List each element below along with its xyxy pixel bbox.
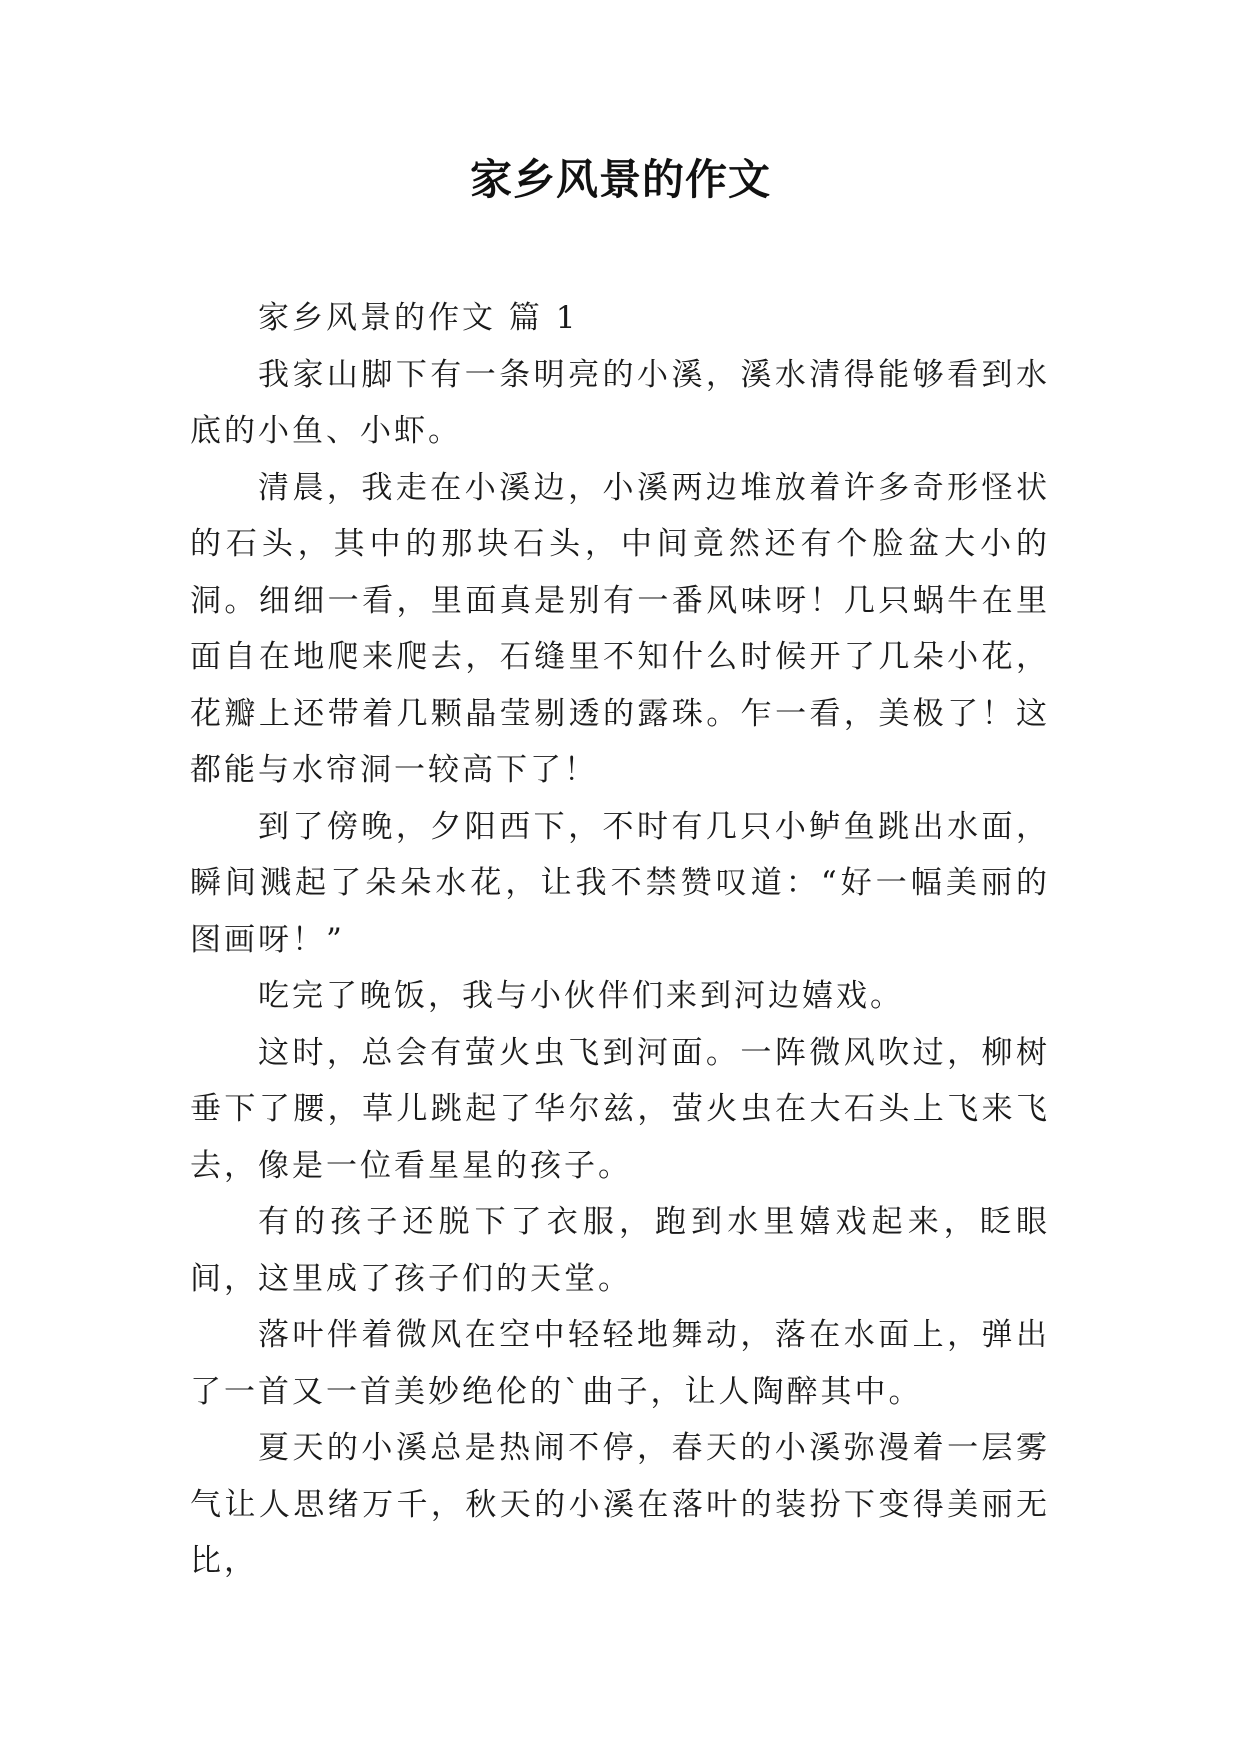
paragraph: 到了傍晚，夕阳西下，不时有几只小鲈鱼跳出水面，瞬间溅起了朵朵水花，让我不禁赞叹道：“好一幅美丽的图画呀！” (190, 808, 1050, 958)
document-body (190, 290, 1050, 1590)
paragraph: 落叶伴着微风在空中轻轻地舞动，落在水面上，弹出了一首又一首美妙绝伦的`曲子，让人陶醉其中。 (190, 1317, 1050, 1410)
section-heading: 家乡风景的作文 篇 1 (258, 300, 579, 336)
paragraph: 这时，总会有萤火虫飞到河面。一阵微风吹过，柳树垂下了腰，草儿跳起了华尔兹，萤火虫在大石头上飞来飞去，像是一位看星星的孩子。 (190, 1034, 1050, 1184)
paragraph: 有的孩子还脱下了衣服，跑到水里嬉戏起来，眨眼间，这里成了孩子们的天堂。 (190, 1204, 1050, 1297)
paragraph: 我家山脚下有一条明亮的小溪，溪水清得能够看到水底的小鱼、小虾。 (190, 356, 1050, 449)
paragraph: 清晨，我走在小溪边，小溪两边堆放着许多奇形怪状的石头，其中的那块石头，中间竟然还有个脸盆大小的洞。细细一看，里面真是别有一番风味呀！几只蜗牛在里面自在地爬来爬去，石缝里不知什么时候开了几朵小花，花瓣上还带着几颗晶莹剔透的露珠。乍一看，美极了！这都能与水帘洞一较高下了！ (190, 469, 1050, 788)
paragraph: 夏天的小溪总是热闹不停，春天的小溪弥漫着一层雾气让人思绪万千，秋天的小溪在落叶的装扮下变得美丽无比， (190, 1430, 1050, 1579)
document-title: 家乡风景的作文 (469, 155, 771, 204)
paragraph: 吃完了晚饭，我与小伙伴们来到河边嬉戏。 (258, 978, 904, 1014)
